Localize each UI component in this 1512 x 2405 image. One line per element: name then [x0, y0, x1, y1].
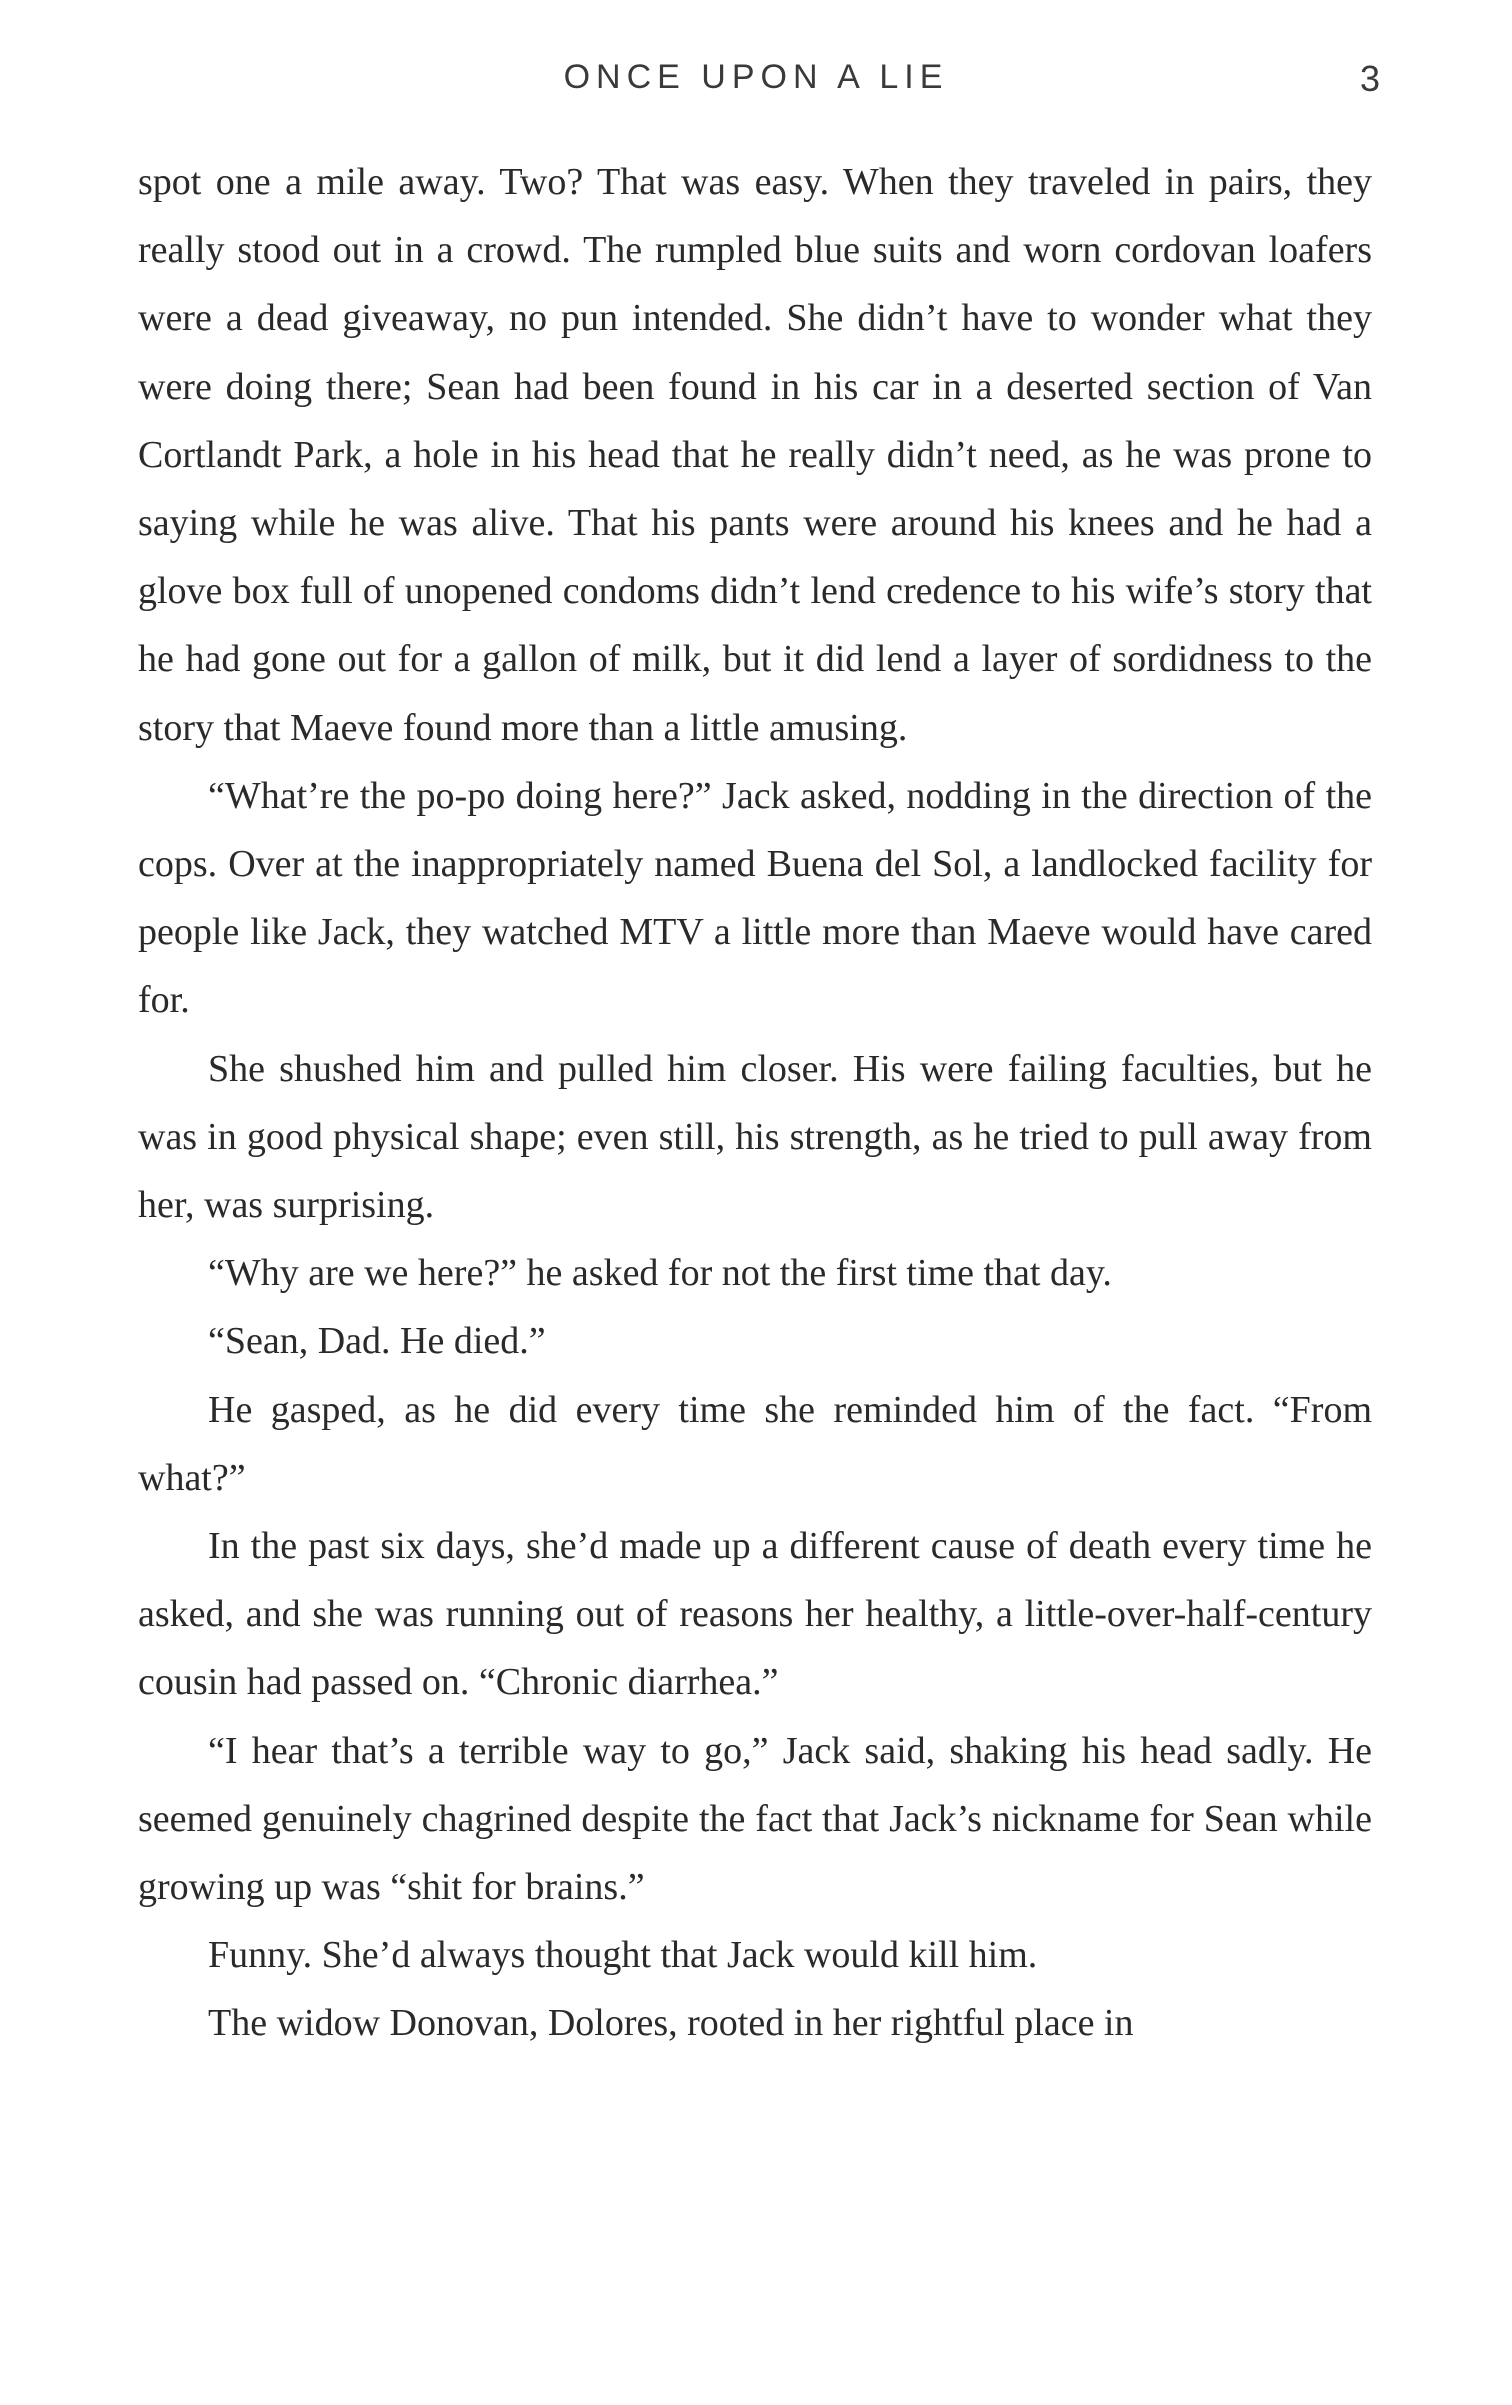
paragraph: “What’re the po-po doing here?” Jack asked, nodding in the direction of the cops. Over at the inappropriately named Buena del Sol, a landlocked facility for people like Jack, they watched MTV a little more than Maeve would have cared for.: [138, 774, 1372, 1022]
paragraph: He gasped, as he did every time she reminded him of the fact. “From what?”: [138, 1388, 1372, 1499]
paragraph: “Why are we here?” he asked for not the first time that day.: [208, 1252, 1112, 1295]
page-number: 3: [1359, 58, 1380, 99]
paragraph: The widow Donovan, Dolores, rooted in her rightful place in: [208, 2002, 1134, 2045]
running-head: ONCE UPON A LIE: [563, 58, 949, 96]
paragraph: She shushed him and pulled him closer. His were failing faculties, but he was in good physical shape; even still, his strength, as he tried to pull away from her, was surprising.: [138, 1047, 1372, 1227]
paragraph: Funny. She’d always thought that Jack would kill him.: [208, 1934, 1038, 1977]
body-text: [138, 148, 1372, 2058]
paragraph: “Sean, Dad. He died.”: [208, 1320, 546, 1363]
paragraph: “I hear that’s a terrible way to go,” Jack said, shaking his head sadly. He seemed genuinely chagrined despite the fact that Jack’s nickname for Sean while growing up was “shit for brains.”: [138, 1729, 1372, 1909]
paragraph: In the past six days, she’d made up a different cause of death every time he asked, and she was running out of reasons her healthy, a little-over-half-century cousin had passed on. “Chronic diarrhea.”: [138, 1525, 1372, 1704]
paragraph-continued: spot one a mile away. Two? That was easy. When they traveled in pairs, they really stood out in a crowd. The rumpled blue suits and worn cordovan loafers were a dead giveaway, no pun intended. She didn’t have to wonder what they were doing there; Sean had been found in his car in a deserted section of Van Cortlandt Park, a hole in his head that he really didn’t need, as he was prone to saying while he was alive. That his pants were around his knees and he had a glove box full of unopened condoms didn’t lend credence to his wife’s story that he had gone out for a gallon of milk, but it did lend a layer of sordidness to the story that Maeve found more than a little amusing.: [138, 161, 1372, 749]
